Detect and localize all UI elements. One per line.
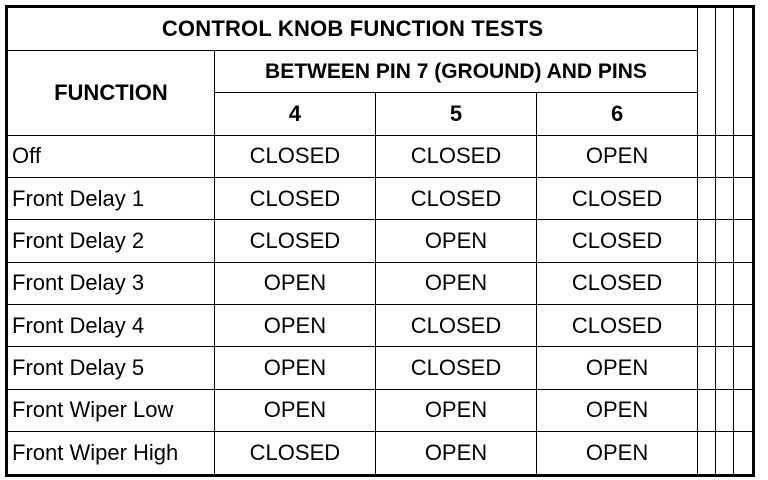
pin-5-header: 5: [375, 93, 536, 135]
pin-6-state: OPEN: [537, 432, 698, 474]
side-cell: [716, 347, 734, 389]
side-cell: [734, 347, 752, 389]
side-cell: [698, 220, 716, 262]
table-row: [8, 262, 752, 304]
pin-6-state: OPEN: [537, 135, 698, 177]
side-cell: [716, 177, 734, 219]
pin-5-state: OPEN: [375, 220, 536, 262]
function-test-chart: [5, 5, 755, 477]
pin-4-state: OPEN: [214, 389, 375, 431]
side-cell: [698, 389, 716, 431]
pin-6-state: CLOSED: [537, 305, 698, 347]
function-test-table: [8, 8, 752, 474]
pin-5-state: OPEN: [375, 389, 536, 431]
function-name: Front Wiper Low: [8, 389, 214, 431]
side-column-3: [734, 8, 752, 135]
function-name: Front Wiper High: [8, 432, 214, 474]
table-row: [8, 389, 752, 431]
side-cell: [698, 347, 716, 389]
side-cell: [734, 389, 752, 431]
pin-6-state: CLOSED: [537, 220, 698, 262]
side-cell: [734, 305, 752, 347]
function-name: Front Delay 3: [8, 262, 214, 304]
pin-5-state: CLOSED: [375, 177, 536, 219]
table-title: CONTROL KNOB FUNCTION TESTS: [8, 8, 698, 50]
side-cell: [698, 432, 716, 474]
pin-6-header: 6: [537, 93, 698, 135]
pin-6-state: CLOSED: [537, 262, 698, 304]
side-column-2: [716, 8, 734, 135]
pin-5-state: OPEN: [375, 262, 536, 304]
side-cell: [716, 135, 734, 177]
table-row: [8, 432, 752, 474]
side-cell: [734, 220, 752, 262]
side-cell: [716, 220, 734, 262]
side-cell: [698, 135, 716, 177]
table-row: [8, 347, 752, 389]
pin-4-state: OPEN: [214, 347, 375, 389]
table-row: [8, 305, 752, 347]
side-cell: [716, 389, 734, 431]
function-name: Off: [8, 135, 214, 177]
pin-4-state: OPEN: [214, 262, 375, 304]
function-name: Front Delay 5: [8, 347, 214, 389]
title-row: [8, 8, 752, 50]
function-name: Front Delay 4: [8, 305, 214, 347]
table-row: [8, 220, 752, 262]
pin-4-state: CLOSED: [214, 135, 375, 177]
table-row: [8, 177, 752, 219]
side-cell: [716, 432, 734, 474]
pin-5-state: CLOSED: [375, 347, 536, 389]
pin-6-state: CLOSED: [537, 177, 698, 219]
pin-6-state: OPEN: [537, 347, 698, 389]
pin-5-state: CLOSED: [375, 305, 536, 347]
side-cell: [734, 432, 752, 474]
pin-4-header: 4: [214, 93, 375, 135]
side-cell: [734, 262, 752, 304]
side-cell: [716, 305, 734, 347]
table-row: [8, 135, 752, 177]
pin-6-state: OPEN: [537, 389, 698, 431]
pins-group-header: BETWEEN PIN 7 (GROUND) AND PINS: [214, 50, 697, 92]
pin-4-state: OPEN: [214, 305, 375, 347]
side-cell: [716, 262, 734, 304]
pin-4-state: CLOSED: [214, 220, 375, 262]
pin-5-state: CLOSED: [375, 135, 536, 177]
pin-4-state: CLOSED: [214, 177, 375, 219]
function-name: Front Delay 2: [8, 220, 214, 262]
side-cell: [734, 177, 752, 219]
side-cell: [734, 135, 752, 177]
function-name: Front Delay 1: [8, 177, 214, 219]
header-row: [8, 50, 752, 92]
function-column-header: FUNCTION: [8, 50, 214, 135]
side-cell: [698, 305, 716, 347]
side-cell: [698, 177, 716, 219]
side-cell: [698, 262, 716, 304]
pin-5-state: OPEN: [375, 432, 536, 474]
side-column-1: [698, 8, 716, 135]
pin-4-state: CLOSED: [214, 432, 375, 474]
